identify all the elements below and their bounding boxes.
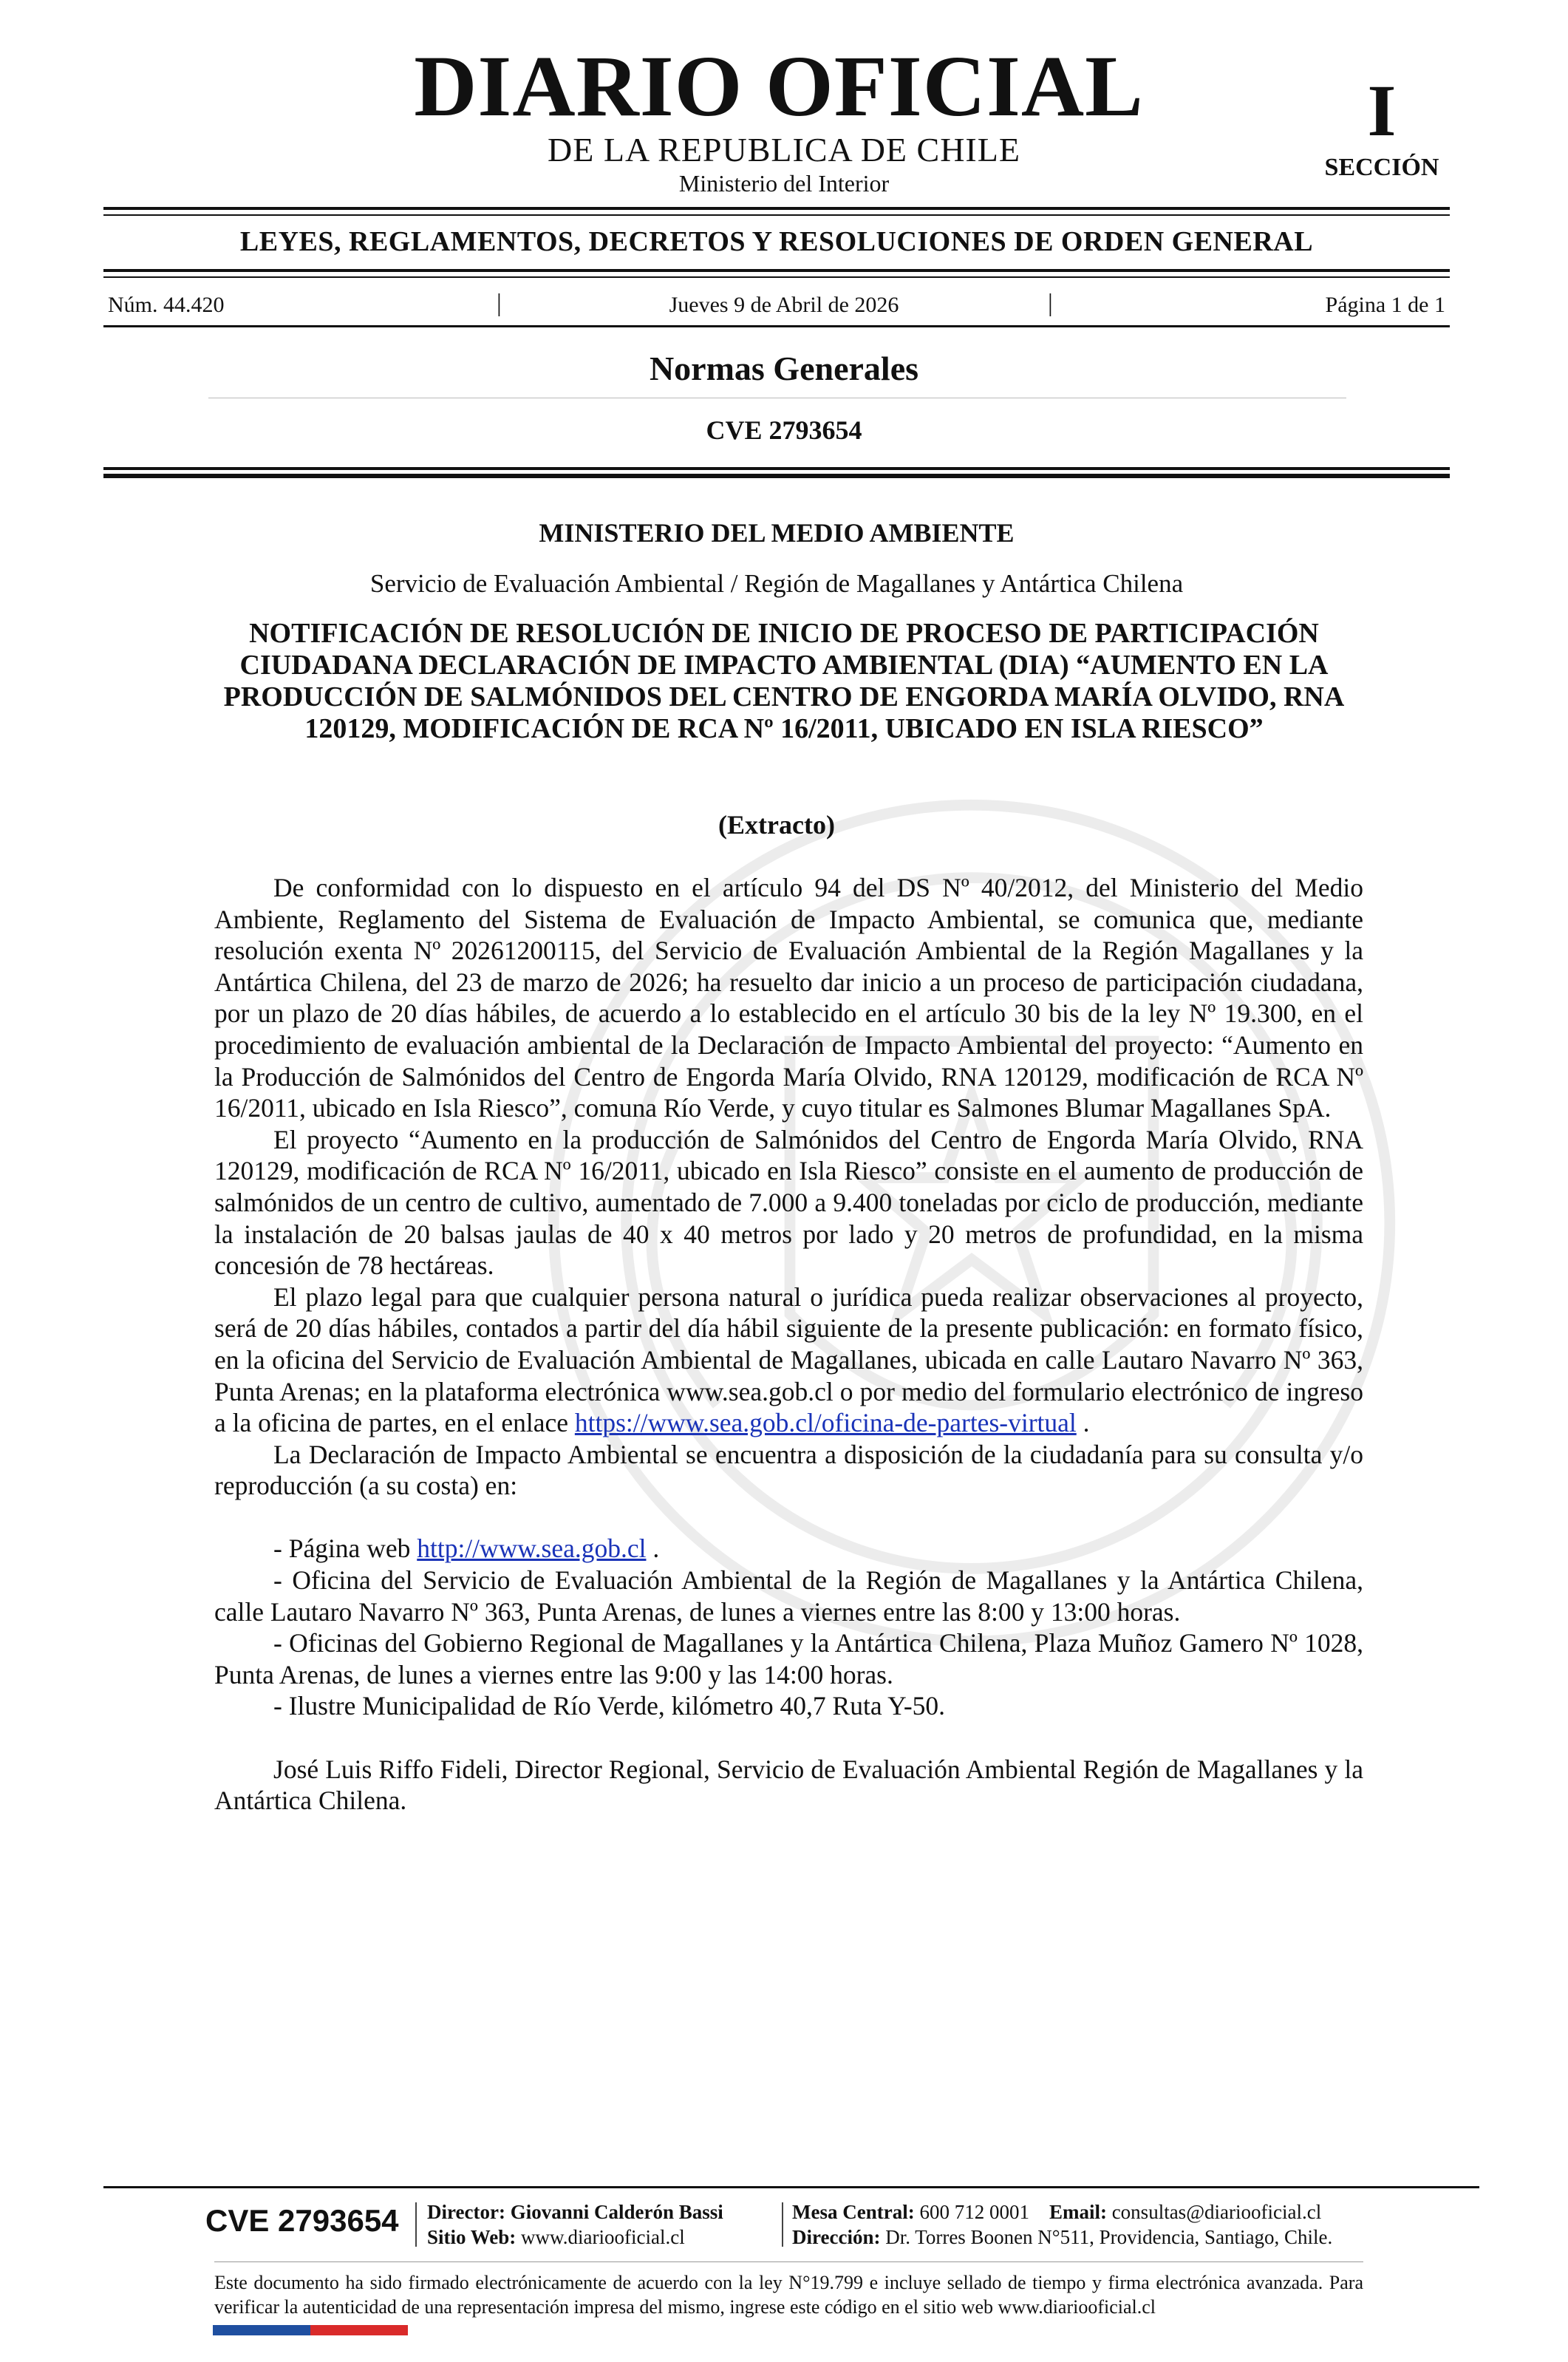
- email-label: Email:: [1049, 2201, 1107, 2223]
- masthead-rule-top-thin: [103, 214, 1450, 216]
- resolution-title: NOTIFICACIÓN DE RESOLUCIÓN DE INICIO DE PROCESO DE PARTICIPACIÓN CIUDADANA DECLARACIÓN DE IMPACTO AMBIENTAL (DIA) “AUMENTO EN LA PRODUCCIÓN DE SALMÓNIDOS DEL CENTRO DE ENGORDA MARÍA OLVIDO, RNA 120129, MODIFICACIÓN DE RCA Nº 16/2011, UBICADO EN ISLA RIESCO”: [223, 618, 1345, 744]
- email-address: consultas@diariooficial.cl: [1111, 2201, 1322, 2223]
- issuing-service: Servicio de Evaluación Ambiental / Región de Magallanes y Antártica Chilena: [369, 569, 1184, 598]
- issuing-ministry: MINISTERIO DEL MEDIO AMBIENTE: [539, 518, 1015, 548]
- footer-thin-rule: [214, 2261, 1363, 2262]
- electronic-signature-note: Este documento ha sido firmado electrónicamente de acuerdo con la ley N°19.799 e incluye sellado de tiempo y firma electrónica avanzada. Para verificar la autenticidad de una representación impresa del mismo, ingrese este código en el sitio web www.diariooficial.cl: [214, 2272, 1363, 2318]
- body-paragraph: La Declaración de Impacto Ambiental se encuentra a disposición de la ciudadanía para su consulta y/o reproducción (a su costa) en:: [214, 1439, 1363, 1501]
- footer-rule: [103, 2186, 1479, 2188]
- address-text: Dr. Torres Boonen N°511, Providencia, Santiago, Chile.: [885, 2226, 1333, 2248]
- body-paragraph: [214, 1282, 1363, 1439]
- document-body: [214, 872, 1363, 1817]
- extract-label: (Extracto): [718, 810, 835, 840]
- body-paragraph: El proyecto “Aumento en la producción de Salmónidos del Centro de Engorda María Olvido, RNA 120129, modificación de RCA Nº 16/2011, ubicado en Isla Riesco” consiste en el aumento de producción de salmónidos de un centro de cultivo, aumentado de 7.000 a 9.400 toneladas por ciclo de producción, mediante la instalación de 20 balsas jaulas de 40 x 40 metros por lado y 20 metros de profundidad, en la misma concesión de 78 hectáreas.: [214, 1124, 1363, 1281]
- director-name: Giovanni Calderón Bassi: [510, 2201, 723, 2223]
- section-number: I: [1367, 69, 1397, 152]
- site-label: Sitio Web:: [427, 2226, 517, 2248]
- meta-separator: |: [497, 290, 502, 317]
- issue-date: Jueves 9 de Abril de 2026: [669, 293, 899, 317]
- issue-number: Núm. 44.420: [108, 293, 225, 317]
- masthead-rule-top: [103, 207, 1450, 210]
- footer-director: [427, 2199, 723, 2250]
- signature: José Luis Riffo Fideli, Director Regional, Servicio de Evaluación Ambiental Región de Magallanes y la Antártica Chilena.: [214, 1754, 1363, 1816]
- address-label: Dirección:: [792, 2226, 881, 2248]
- sea-website-link[interactable]: http://www.sea.gob.cl: [417, 1534, 647, 1564]
- newspaper-title: DIARIO OFICIAL: [414, 38, 1144, 135]
- banner-rule-bottom-thin: [103, 276, 1450, 278]
- link-punctuation: .: [1076, 1408, 1090, 1438]
- director-label: Director:: [427, 2201, 505, 2223]
- virtual-office-link[interactable]: https://www.sea.gob.cl/oficina-de-partes-virtual: [574, 1408, 1077, 1438]
- list-item: - Oficinas del Gobierno Regional de Magallanes y la Antártica Chilena, Plaza Muñoz Gamero Nº 1028, Punta Arenas, de lunes a viernes entre las 9:00 y las 14:00 horas.: [214, 1628, 1363, 1689]
- cve-rule-thick: [103, 474, 1450, 478]
- phone-label: Mesa Central:: [792, 2201, 915, 2223]
- newspaper-subtitle: DE LA REPUBLICA DE CHILE: [548, 131, 1020, 169]
- meta-separator: |: [1048, 290, 1053, 317]
- flag-stripe-red: [310, 2325, 408, 2335]
- page-indicator: Página 1 de 1: [1325, 293, 1445, 317]
- footer-divider: [782, 2202, 783, 2247]
- list-item: - Oficina del Servicio de Evaluación Ambiental de la Región de Magallanes y la Antártica Chilena, calle Lautaro Navarro Nº 363, Punta Arenas, de lunes a viernes entre las 8:00 y 13:00 horas.: [214, 1565, 1363, 1627]
- list-item: [214, 1533, 1363, 1565]
- newspaper-ministry: Ministerio del Interior: [678, 170, 890, 197]
- link-punctuation: .: [646, 1534, 660, 1564]
- list-item: - Ilustre Municipalidad de Río Verde, kilómetro 40,7 Ruta Y-50.: [273, 1691, 946, 1721]
- meta-rule: [103, 325, 1450, 327]
- phone-number: 600 712 0001: [919, 2201, 1029, 2223]
- footer-divider: [415, 2202, 417, 2247]
- body-paragraph-text: El plazo legal para que cualquier persona natural o jurídica pueda realizar observaciones al proyecto, será de 20 días hábiles, contados a partir del día hábil siguiente de la presente publicación: en formato físico, en la oficina del Servicio de Evaluación Ambiental de Magallanes, ubicada en calle Lautaro Navarro Nº 363, Punta Arenas; en la plataforma electrónica www.sea.gob.cl o por medio del formulario electrónico de ingreso a la oficina de partes, en el enlace: [214, 1282, 1363, 1438]
- banner-rule-bottom: [103, 269, 1450, 272]
- footer-cve: CVE 2793654: [205, 2203, 399, 2238]
- site-url: www.diariooficial.cl: [521, 2226, 685, 2248]
- list-item-text: - Página web: [273, 1534, 417, 1564]
- flag-stripe-blue: [213, 2325, 310, 2335]
- cve-rule: [103, 467, 1450, 470]
- footer-contact: [792, 2199, 1332, 2250]
- section-label: SECCIÓN: [1324, 154, 1439, 181]
- body-paragraph: De conformidad con lo dispuesto en el artículo 94 del DS Nº 40/2012, del Ministerio del Medio Ambiente, Reglamento del Sistema de Evaluación de Impacto Ambiental, se comunica que, mediante resolución exenta Nº 20261200115, del Servicio de Evaluación Ambiental de la Región Magallanes y la Antártica Chilena, del 23 de marzo de 2026; ha resuelto dar inicio a un proceso de participación ciudadana, por un plazo de 20 días hábiles, de acuerdo a lo establecido en el artículo 30 bis de la ley Nº 19.300, en el procedimiento de evaluación ambiental de la Declaración de Impacto Ambiental del proyecto: “Aumento en la Producción de Salmónidos del Centro de Engorda María Olvido, RNA 120129, modificación de RCA Nº 16/2011, ubicado en Isla Riesco”, comuna Río Verde, y cuyo titular es Salmones Blumar Magallanes SpA.: [214, 873, 1363, 1123]
- laws-banner: LEYES, REGLAMENTOS, DECRETOS Y RESOLUCIONES DE ORDEN GENERAL: [239, 226, 1314, 257]
- cve-code: CVE 2793654: [706, 415, 862, 445]
- section-heading: Normas Generales: [649, 350, 919, 387]
